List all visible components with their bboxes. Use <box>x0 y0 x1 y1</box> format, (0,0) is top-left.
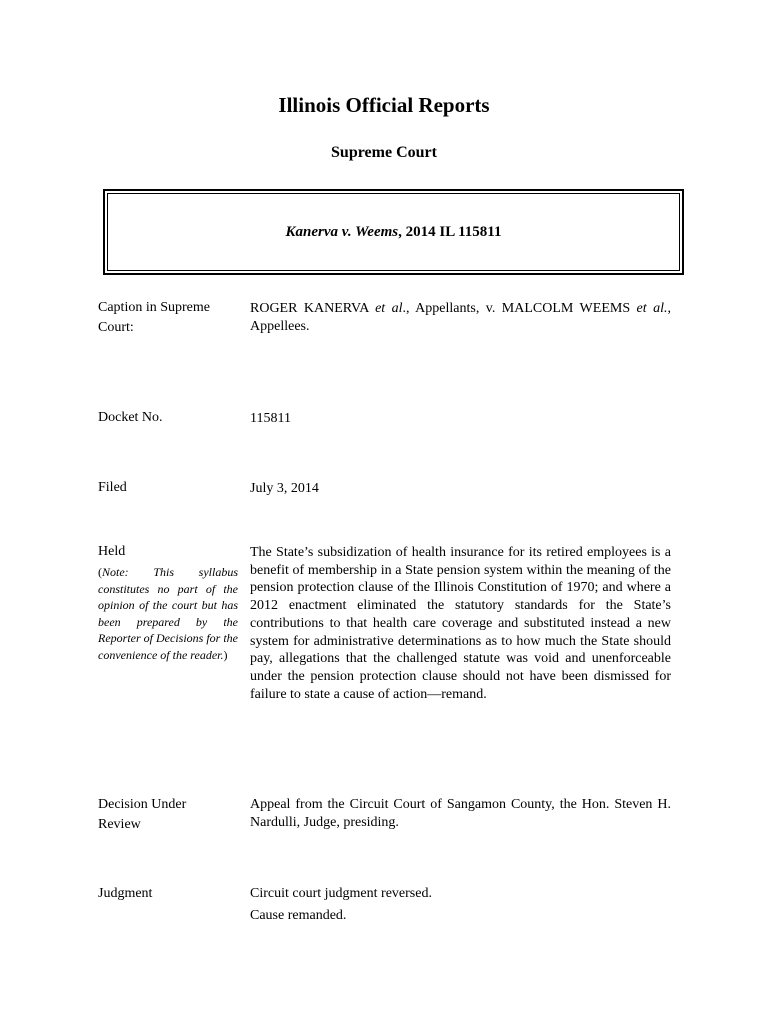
caption-etal-1: et al <box>375 301 403 316</box>
judgment-line-2: Cause remanded. <box>250 908 347 923</box>
citation-box-inner <box>107 193 680 271</box>
case-name: Kanerva v. Weems <box>285 223 399 240</box>
docket-value: 115811 <box>250 411 291 426</box>
note-close-paren: ) <box>223 647 228 662</box>
judgment-label: Judgment <box>98 886 153 901</box>
page-title: Illinois Official Reports <box>278 93 490 117</box>
filed-value: July 3, 2014 <box>250 481 319 496</box>
caption-text-1: ROGER KANERVA <box>250 301 376 316</box>
filed-label: Filed <box>98 480 127 495</box>
caption-label: Caption in Supreme Court: <box>98 300 210 335</box>
caption-value <box>250 300 671 335</box>
decision-value: Appeal from the Circuit Court of Sangamon County, the Hon. Steven H. Nardulli, Judge, presiding. <box>250 797 671 830</box>
held-label: Held <box>98 544 126 559</box>
caption-text-2: ., Appellants, v. MALCOLM WEEMS <box>402 301 637 316</box>
judgment-value <box>250 883 671 927</box>
syllabus-note <box>98 564 238 663</box>
docket-label: Docket No. <box>98 410 163 425</box>
decision-label: Decision Under Review <box>98 797 187 832</box>
caption-text-3: , Appellees. <box>250 301 671 334</box>
held-value: The State’s subsidization of health insurance for its retired employees is a benefit of membership in a State pension system within the meaning of the pension protection clause of the Illinois Constitution of 1970; and where a 2012 enactment eliminated the statutory standards for the State’s contributions to that health care coverage and substituted instead a new system for administrative determinations as to how much the State should pay, allegations that the challenged statute was void and unenforceable under the pension protection clause should not have been dismissed for failure to state a cause of action—remand. <box>250 545 671 702</box>
court-name: Supreme Court <box>331 144 437 161</box>
note-open-paren: ( <box>98 565 102 579</box>
citation-box <box>103 189 684 275</box>
note-text: Note: This syllabus constitutes no part of the opinion of the court but has been prepared by the Reporter of Decisions for the convenience of the reader. <box>98 565 238 662</box>
citation-cite: , 2014 IL 115811 <box>398 223 502 240</box>
judgment-line-1: Circuit court judgment reversed. <box>250 886 432 901</box>
caption-etal-2: et al. <box>636 301 668 316</box>
citation-text <box>286 224 502 241</box>
held-label-block <box>98 542 238 663</box>
